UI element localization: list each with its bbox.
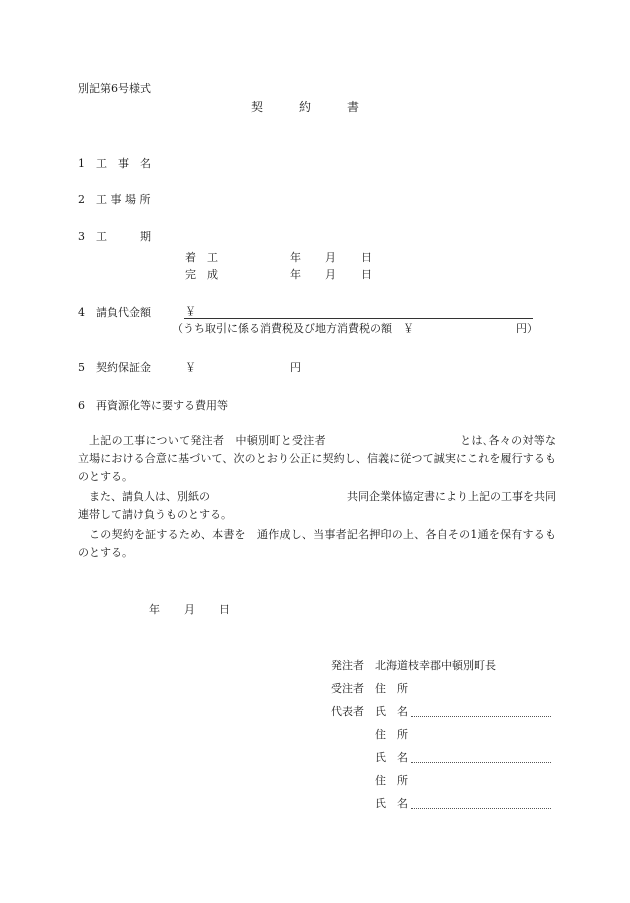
orderer-value: 北海道枝幸郡中頓別町長: [375, 659, 496, 672]
item-period: 3 工 期: [78, 230, 151, 243]
representative-label: 代表者: [331, 705, 364, 718]
form-label: 別記第6号様式: [78, 82, 151, 95]
item-contract-amount: 4 請負代金額: [78, 306, 151, 319]
body-paragraph-2: [78, 488, 556, 524]
orderer-label: 発注者: [331, 659, 364, 672]
representative-name-label: 氏 名: [375, 705, 408, 718]
document-title: 契 約 書: [251, 100, 360, 114]
member3-name-line: [411, 808, 551, 809]
guarantee-yen: ￥: [185, 361, 196, 374]
tax-note-open: （うち取引に係る消費税及び地方消費税の額 ￥: [172, 322, 414, 335]
start-month: 月: [325, 251, 336, 264]
item-recycling: 6 再資源化等に要する費用等: [78, 399, 228, 412]
member2-name-label: 氏 名: [375, 751, 408, 764]
start-year: 年: [290, 251, 301, 264]
signing-year: 年: [149, 603, 160, 616]
body-paragraph-1: [78, 432, 556, 486]
contractor-label: 受注者: [331, 682, 364, 695]
finish-month: 月: [325, 268, 336, 281]
p1-part-a: 上記の工事について発注者 中頓別町と受注者: [89, 434, 326, 447]
p1-part-b: とは､各々の対等な立場における合意に基づいて、次のとおり公正に契約し、信義に従つて誠実にこれを履行するものとする。: [78, 434, 557, 483]
start-day: 日: [361, 251, 372, 264]
finish-year: 年: [290, 268, 301, 281]
member2-name-line: [411, 762, 551, 763]
contract-yen-mark: ￥: [185, 305, 196, 318]
contractor-address-label: 住 所: [375, 682, 408, 695]
p2-part-b: 共同企業体協定書により上記の工事を共同連帯して請け負うものとする。: [78, 490, 556, 521]
p3-text: この契約を証するため、本書を 通作成し、当事者記名押印の上、各自その1通を保有するものとする。: [78, 528, 556, 559]
signing-month: 月: [184, 603, 195, 616]
guarantee-unit: 円: [290, 361, 301, 374]
finish-day: 日: [361, 268, 372, 281]
item-construction-name: 1 工 事 名: [78, 157, 151, 170]
p2-part-a: また、請負人は、別紙の: [89, 490, 210, 503]
start-label: 着 工: [185, 251, 218, 264]
member3-address-label: 住 所: [375, 774, 408, 787]
member3-name-label: 氏 名: [375, 797, 408, 810]
body-paragraph-3: [78, 526, 556, 562]
member2-address-label: 住 所: [375, 728, 408, 741]
item-guarantee: 5 契約保証金: [78, 361, 151, 374]
contract-amount-underline: [184, 318, 533, 319]
item-construction-site: 2 工 事 場 所: [78, 193, 151, 206]
representative-name-line: [411, 716, 551, 717]
tax-note-close: 円）: [516, 322, 538, 335]
signing-day: 日: [219, 603, 230, 616]
finish-label: 完 成: [185, 268, 218, 281]
